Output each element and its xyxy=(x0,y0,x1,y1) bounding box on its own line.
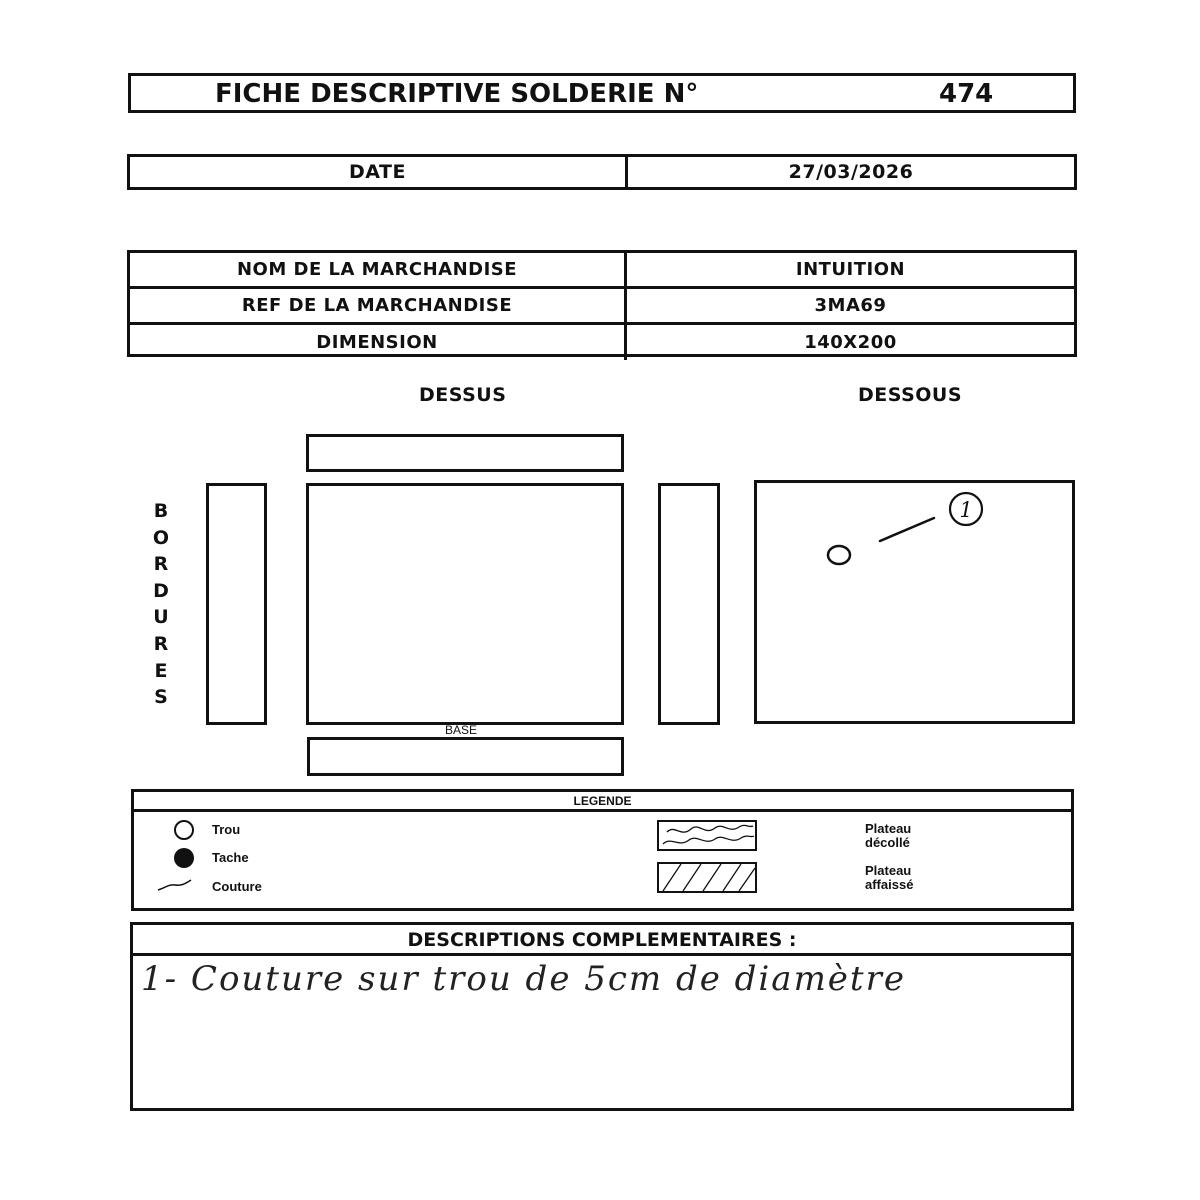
legend-title: LEGENDE xyxy=(134,792,1071,812)
bordures-letter: R xyxy=(153,553,169,576)
merchandise-ref-value: 3MA69 xyxy=(814,295,887,316)
descriptions-title: DESCRIPTIONS COMPLEMENTAIRES : xyxy=(133,925,1071,956)
bordures-letter: O xyxy=(152,526,170,549)
bottom-view-heading: DESSOUS xyxy=(858,384,963,406)
trou-symbol-icon xyxy=(175,821,193,839)
table-row xyxy=(130,253,1074,289)
merchandise-name-label: NOM DE LA MARCHANDISE xyxy=(130,253,627,286)
base-label: BASE xyxy=(445,723,478,737)
date-value: 27/03/2026 xyxy=(788,161,914,183)
form-title: FICHE DESCRIPTIVE SOLDERIE N° xyxy=(215,79,699,109)
bordures-label xyxy=(146,498,176,711)
legend-plateau-decolle-line1: Plateau xyxy=(865,821,912,836)
legend-box xyxy=(131,789,1074,911)
table-row xyxy=(130,289,1074,325)
date-row xyxy=(127,154,1077,190)
base-strip xyxy=(307,737,624,776)
annotation-number: 1 xyxy=(959,498,973,522)
bordures-letter: S xyxy=(154,686,168,709)
form-number: 474 xyxy=(939,79,994,109)
dimension-label: DIMENSION xyxy=(130,325,627,360)
table-row xyxy=(130,325,1074,360)
top-view-surface xyxy=(306,483,624,725)
form-title-box xyxy=(128,73,1076,113)
legend-plateau-affaisse-line2: affaissé xyxy=(865,877,914,892)
dimension-value: 140X200 xyxy=(804,332,897,353)
descriptions-handwritten-text: 1- Couture sur trou de 5cm de diamètre xyxy=(141,959,906,999)
right-border-strip xyxy=(658,483,720,725)
legend-symbols xyxy=(155,818,205,898)
descriptions-box xyxy=(130,922,1074,1111)
merchandise-name-value: INTUITION xyxy=(795,259,906,280)
legend-plateau-affaisse-line1: Plateau xyxy=(865,863,912,878)
annotation-leader-line xyxy=(880,518,934,541)
top-view-heading: DESSUS xyxy=(419,384,507,406)
legend-plateau-decolle-line2: décollé xyxy=(865,835,910,850)
hole-annotation xyxy=(754,480,1075,724)
legend-patterns xyxy=(657,820,758,894)
bordures-letter: D xyxy=(153,579,169,602)
bordures-letter: B xyxy=(153,500,169,522)
date-label: DATE xyxy=(130,157,628,187)
bordures-letter: E xyxy=(154,659,168,682)
couture-symbol-icon xyxy=(158,880,191,890)
bordures-letter: U xyxy=(153,606,169,629)
legend-plateau-affaisse-label xyxy=(865,864,913,892)
left-border-strip xyxy=(206,483,267,725)
legend-plateau-decolle-label xyxy=(865,822,911,850)
legend-trou-label: Trou xyxy=(212,822,241,837)
legend-tache-label: Tache xyxy=(212,850,249,865)
tache-symbol-icon xyxy=(174,848,194,868)
merchandise-ref-label: REF DE LA MARCHANDISE xyxy=(130,289,627,322)
hole-mark xyxy=(828,546,850,564)
merchandise-table xyxy=(127,250,1077,357)
top-border-strip xyxy=(306,434,624,472)
legend-couture-label: Couture xyxy=(212,879,262,894)
bordures-letter: R xyxy=(153,632,169,655)
